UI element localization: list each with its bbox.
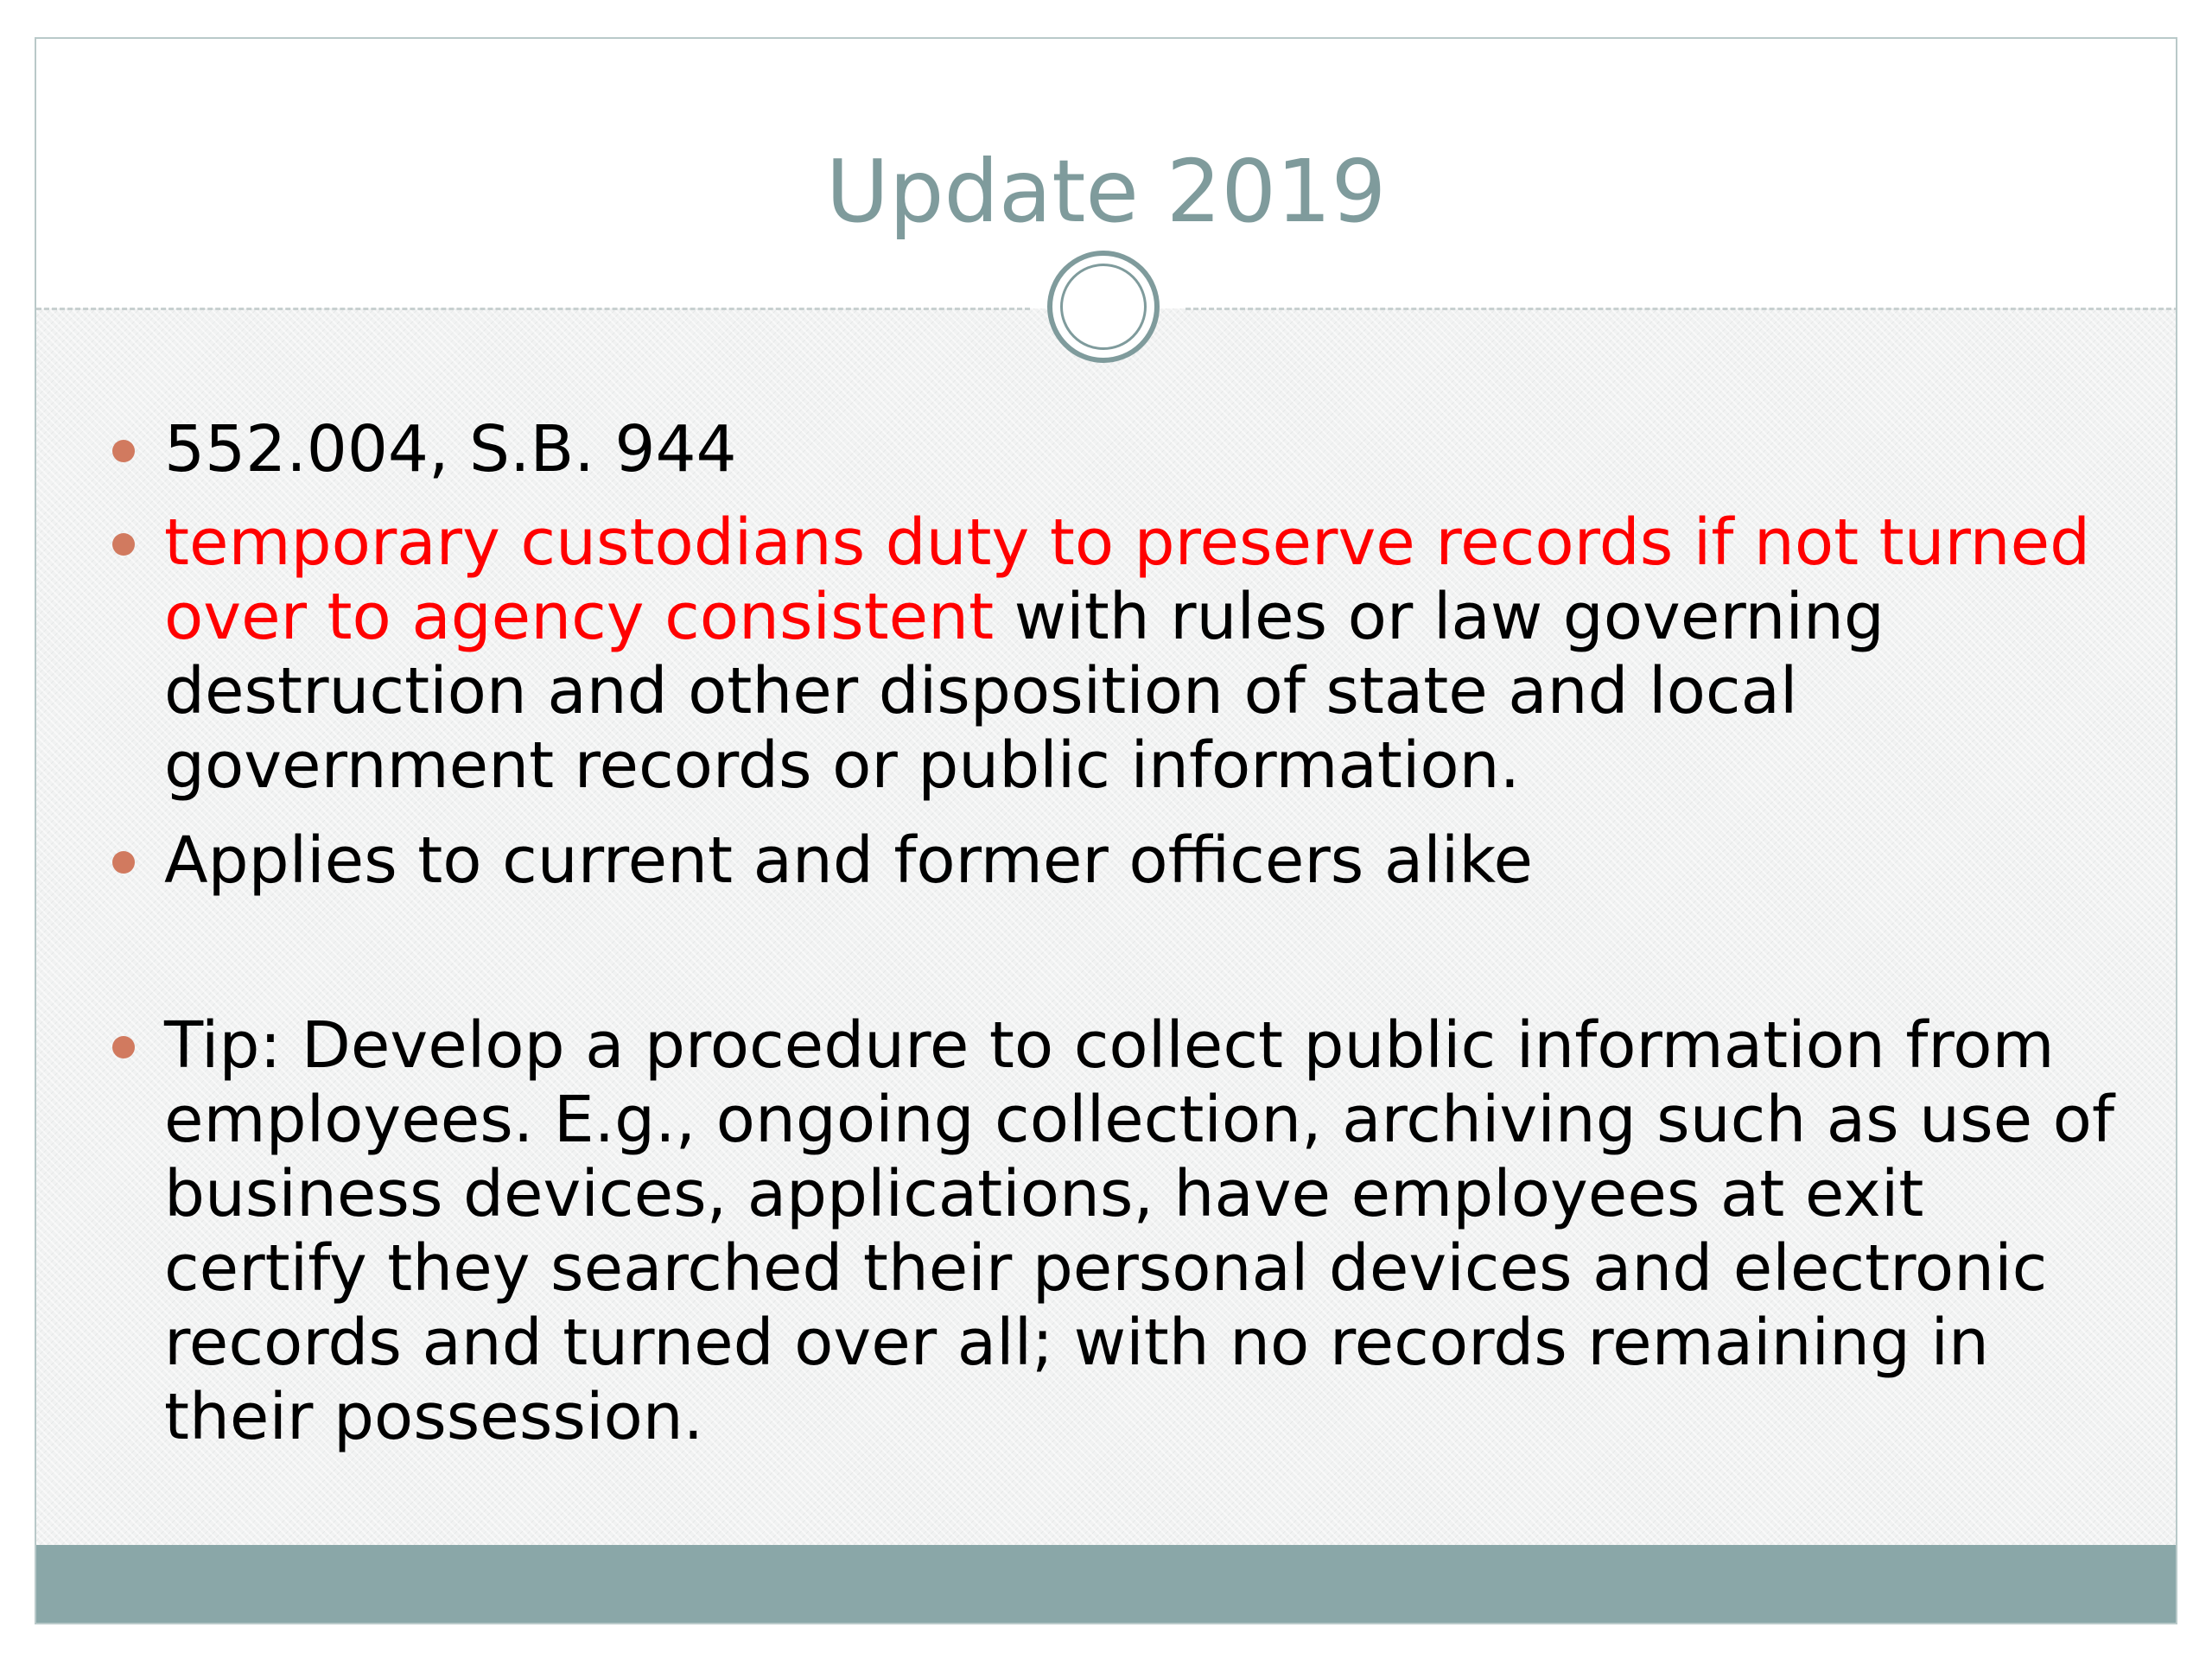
bullet-text: with rules or law governing destruction and other disposition of state and local government records or public information. [164,580,1885,803]
slide [35,37,2177,1624]
bullet-item [164,823,2117,898]
circle-ornament-inner [1060,264,1147,350]
title-divider-right [1185,308,2177,310]
bullet-dot-icon [112,1036,135,1058]
bullet-highlight-text: temporary custodians duty to preserve records if not turned over to agency consistent [164,505,2091,654]
slide-title: Update 2019 [825,141,1387,242]
bottom-accent-band [36,1545,2176,1623]
circle-ornament [1047,251,1160,363]
bullet-dot-icon [112,851,135,874]
title-divider-left [36,308,1030,310]
bullet-item [164,412,2117,486]
bullet-text: Tip: Develop a procedure to collect public information from employees. E.g., ongoing collection, archiving such as use of business devices, applications, have employees at exit certify they searched their personal devices and electronic records and turned over all; with no records remaining in their possession. [164,1008,2114,1454]
bullet-item [164,1008,2117,1454]
bullet-dot-icon [112,533,135,556]
bullet-item [164,505,2117,803]
bullet-text: Applies to current and former officers alike [164,823,1534,898]
bullet-dot-icon [112,440,135,462]
bullet-text: 552.004, S.B. 944 [164,412,737,486]
